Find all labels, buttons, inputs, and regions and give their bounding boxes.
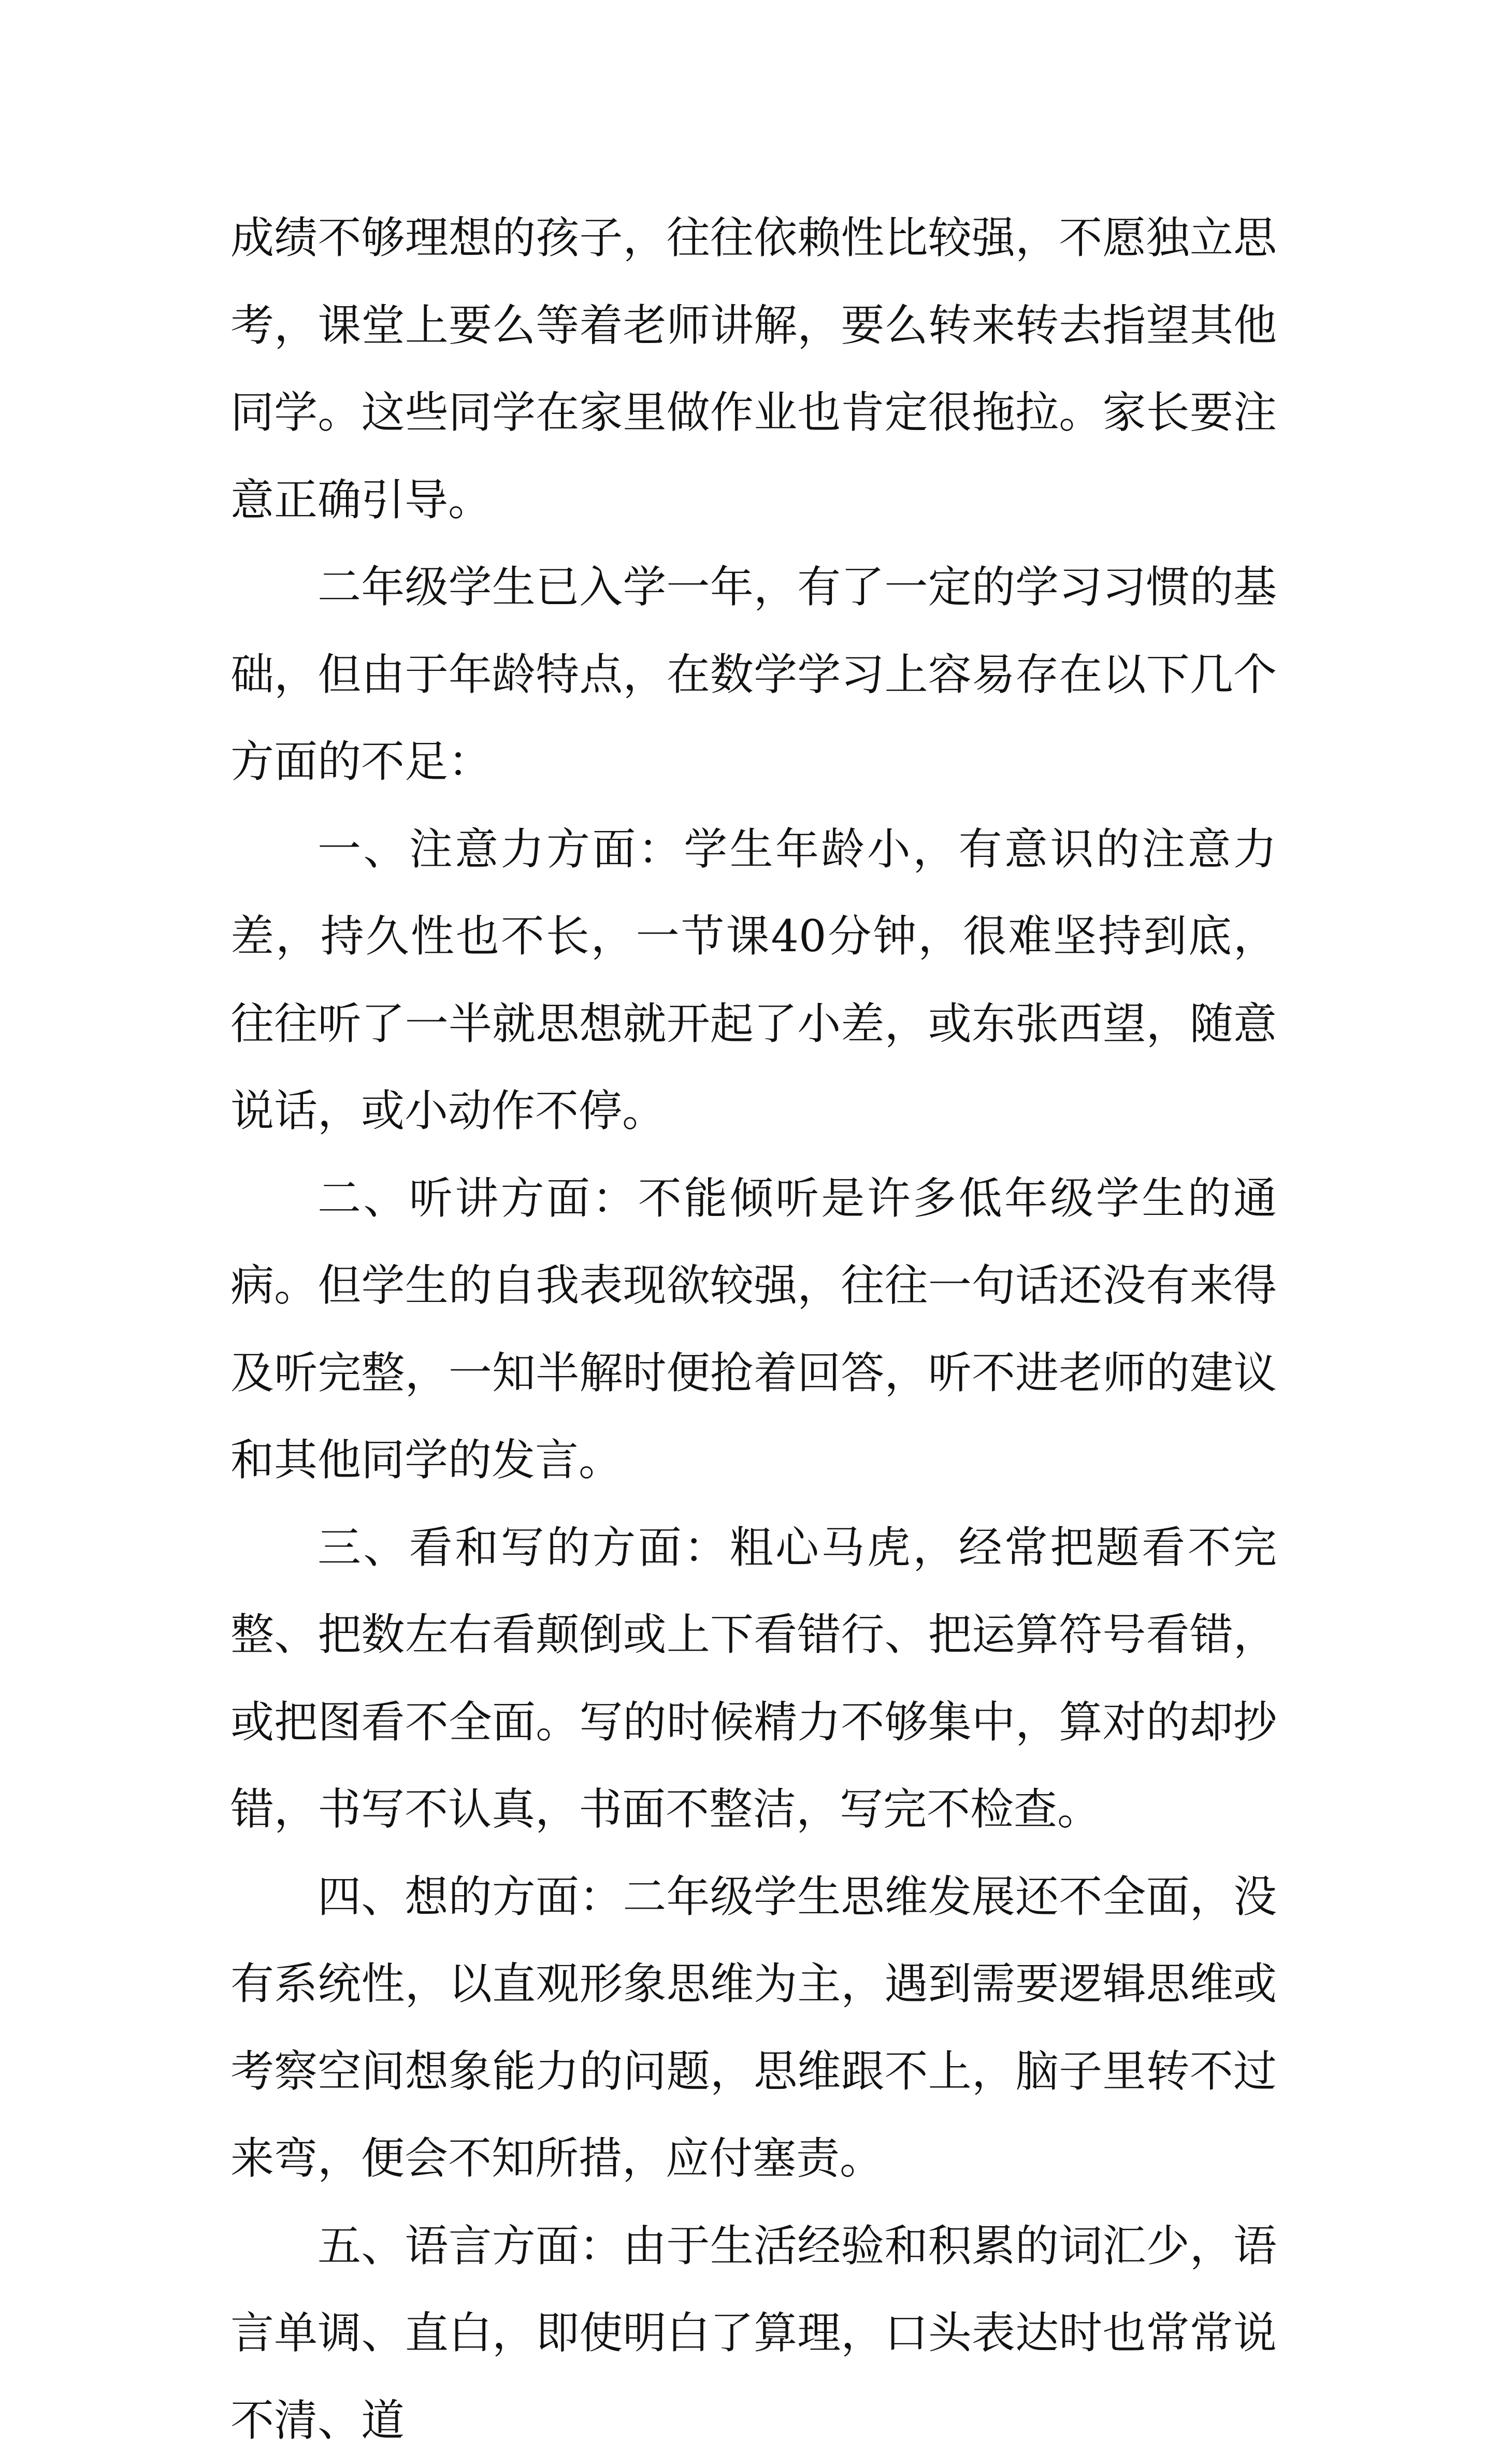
- paragraph-4: 二、听讲方面：不能倾听是许多低年级学生的通病。但学生的自我表现欲较强，往往一句话还没有来得及听完整，一知半解时便抢着回答，听不进老师的建议和其他同学的发言。: [230, 1155, 1277, 1504]
- paragraph-7: 五、语言方面：由于生活经验和积累的词汇少，语言单调、直白，即使明白了算理，口头表达时也常常说不清、道: [230, 2202, 1277, 2464]
- paragraph-6: 四、想的方面：二年级学生思维发展还不全面，没有系统性，以直观形象思维为主，遇到需要逻辑思维或考察空间想象能力的问题，思维跟不上，脑子里转不过来弯，便会不知所措，应付塞责。: [230, 1853, 1277, 2202]
- paragraph-5: 三、看和写的方面：粗心马虎，经常把题看不完整、把数左右看颠倒或上下看错行、把运算符号看错，或把图看不全面。写的时候精力不够集中，算对的却抄错，书写不认真，书面不整洁，写完不检查。: [230, 1504, 1277, 1853]
- document-body: [230, 194, 1277, 2464]
- paragraph-3: 一、注意力方面：学生年龄小，有意识的注意力差，持久性也不长，一节课40分钟，很难坚持到底，往往听了一半就思想就开起了小差，或东张西望，随意说话，或小动作不停。: [230, 806, 1277, 1155]
- paragraph-1: 成绩不够理想的孩子，往往依赖性比较强，不愿独立思考，课堂上要么等着老师讲解，要么转来转去指望其他同学。这些同学在家里做作业也肯定很拖拉。家长要注意正确引导。: [230, 194, 1277, 543]
- paragraph-2: 二年级学生已入学一年，有了一定的学习习惯的基础，但由于年龄特点，在数学学习上容易存在以下几个方面的不足：: [230, 543, 1277, 806]
